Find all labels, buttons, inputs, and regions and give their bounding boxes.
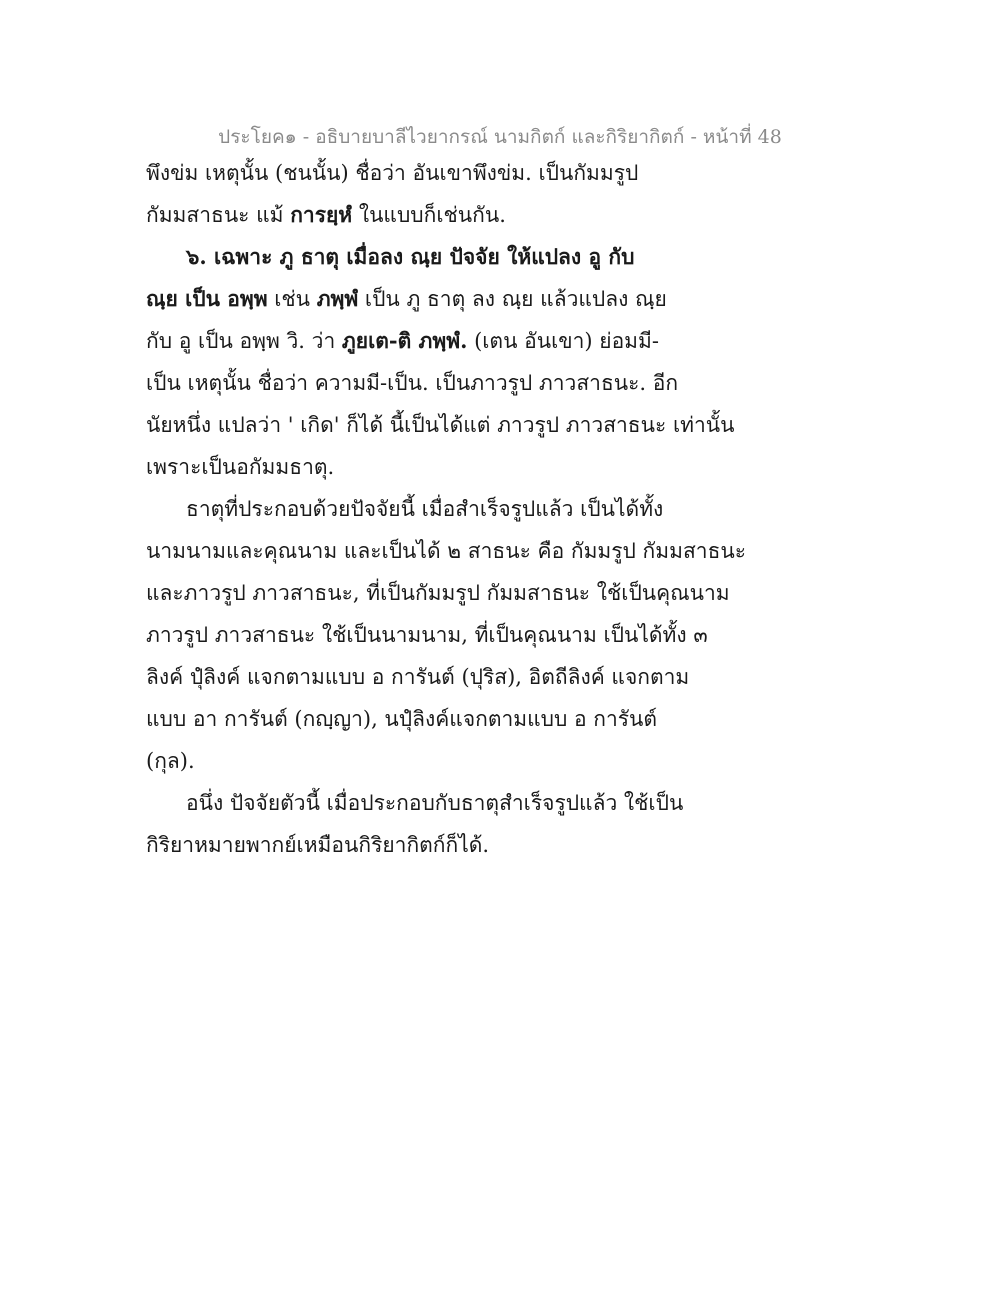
text-span: กัมมสาธนะ แม้: [146, 203, 291, 227]
bold-term: ณฺย เป็น อพฺพ: [146, 286, 268, 311]
body-line-17: กิริยาหมายพากย์เหมือนกิริยากิตก์ก็ได้.: [146, 833, 490, 857]
body-line-9-paragraph-start: ธาตุที่ประกอบด้วยปัจจัยนี้ เมื่อสำเร็จรูปแล้ว เป็นได้ทั้ง: [186, 497, 664, 521]
body-line-3-paragraph-start: ๖. เฉพาะ ภู ธาตุ เมื่อลง ณฺย ปัจจัย ให้แปลง อู กับ: [186, 244, 635, 269]
bold-term: การยฺหํ: [290, 202, 353, 227]
text-span: ในแบบก็เช่นกัน.: [352, 203, 506, 227]
bold-term: ภูยเต-ติ ภพฺพํ.: [341, 328, 468, 353]
body-line-6: เป็น เหตุนั้น ชื่อว่า ความมี-เป็น. เป็นภาวรูป ภาวสาธนะ. อีก: [146, 371, 679, 395]
text-span: (เตน อันเขา) ย่อมมี-: [467, 329, 659, 353]
body-line-4: [146, 284, 667, 314]
body-line-7: นัยหนึ่ง แปลว่า ' เกิด' ก็ได้ นี้เป็นได้แต่ ภาวรูป ภาวสาธนะ เท่านั้น: [146, 413, 735, 437]
body-line-5: [146, 326, 659, 356]
body-line-8: เพราะเป็นอกัมมธาตุ.: [146, 455, 335, 479]
body-line-2: [146, 200, 506, 230]
text-span: เป็น ภู ธาตุ ลง ณฺย แล้วแปลง ณฺย: [358, 287, 667, 311]
bold-term: ภพฺพํ: [316, 286, 359, 311]
body-line-1: พึงข่ม เหตุนั้น (ชนนั้น) ชื่อว่า อันเขาพึงข่ม. เป็นกัมมรูป: [146, 161, 639, 185]
body-line-16-paragraph-start: อนึ่ง ปัจจัยตัวนี้ เมื่อประกอบกับธาตุสำเร็จรูปแล้ว ใช้เป็น: [186, 791, 684, 815]
body-line-15: (กุล).: [146, 749, 195, 773]
text-span: กับ อู เป็น อพฺพ วิ. ว่า: [146, 329, 342, 353]
text-span: เช่น: [267, 287, 317, 311]
body-line-11: และภาวรูป ภาวสาธนะ, ที่เป็นกัมมรูป กัมมสาธนะ ใช้เป็นคุณนาม: [146, 581, 730, 605]
running-header: ประโยค๑ - อธิบายบาลีไวยากรณ์ นามกิตก์ และกิริยากิตก์ - หน้าที่ 48: [218, 126, 782, 148]
body-line-13: ลิงค์ ปุํลิงค์ แจกตามแบบ อ การันต์ (ปุริส), อิตถีลิงค์ แจกตาม: [146, 665, 690, 689]
body-line-12: ภาวรูป ภาวสาธนะ ใช้เป็นนามนาม, ที่เป็นคุณนาม เป็นได้ทั้ง ๓: [146, 623, 708, 647]
body-line-10: นามนามและคุณนาม และเป็นได้ ๒ สาธนะ คือ กัมมรูป กัมมสาธนะ: [146, 539, 747, 563]
body-line-14: แบบ อา การันต์ (กญฺญา), นปุํลิงค์แจกตามแบบ อ การันต์: [146, 707, 658, 731]
